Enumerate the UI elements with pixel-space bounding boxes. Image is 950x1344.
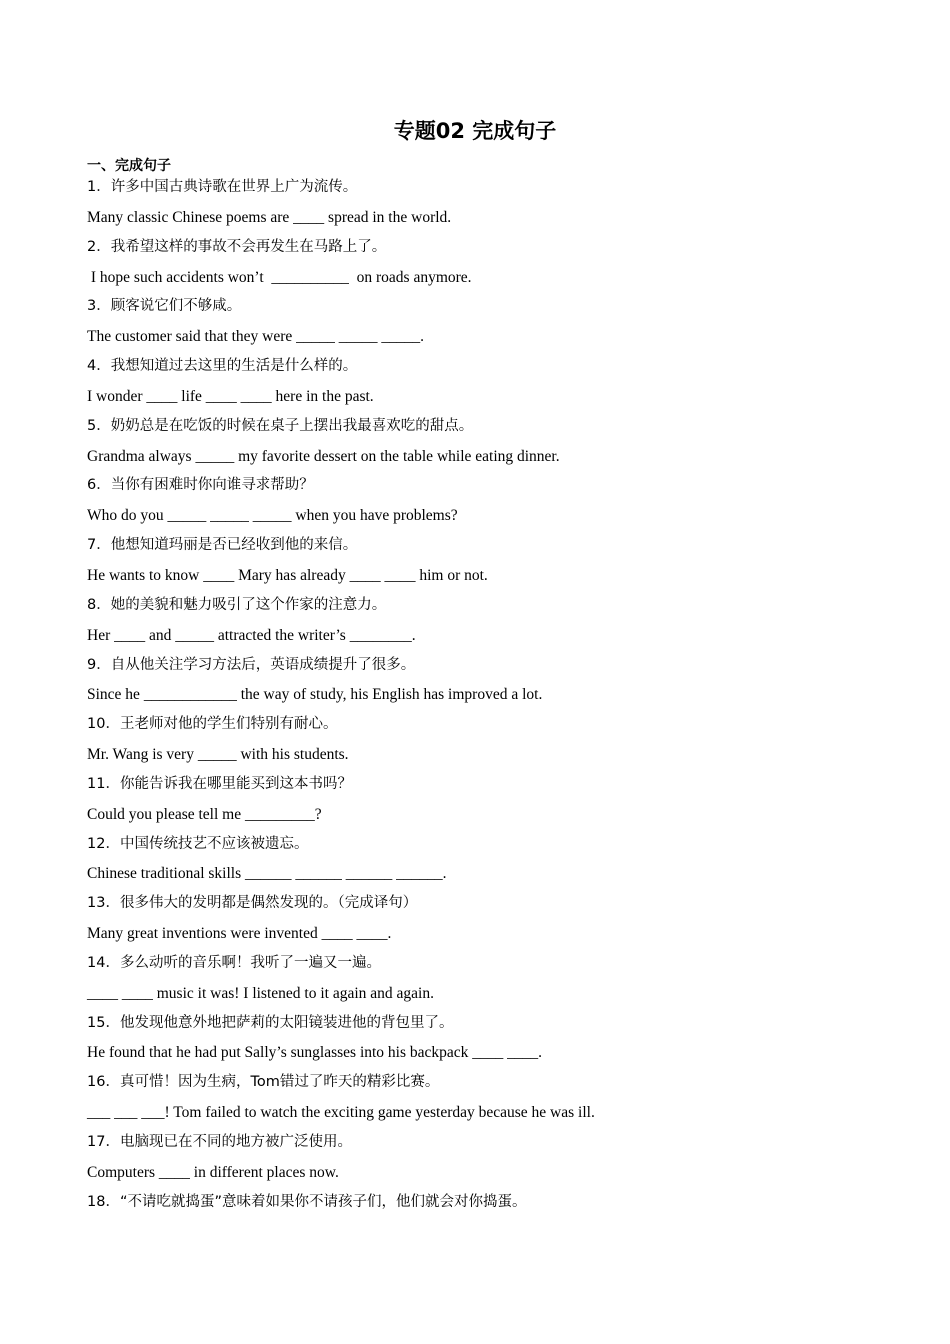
exercise-prompt-chinese: 11．你能告诉我在哪里能买到这本书吗？ [87,775,352,792]
exercise-prompt-chinese: 7．他想知道玛丽是否已经收到他的来信。 [87,537,358,554]
exercise-prompt-chinese: 8．她的美貌和魅力吸引了这个作家的注意力。 [87,596,387,613]
exercise-prompt-chinese: 13．很多伟大的发明都是偶然发现的。（完成译句） [87,895,418,912]
exercise-prompt-chinese: 5．奶奶总是在吃饭的时候在桌子上摆出我最喜欢吃的甜点。 [87,417,474,434]
exercise-list [87,173,887,1218]
exercise-sentence-english: I hope such accidents won’t __________ on roads anymore. [87,268,472,286]
exercise-prompt-chinese: 14．多么动听的音乐啊！我听了一遍又一遍。 [87,954,381,971]
exercise-prompt-chinese: 2．我希望这样的事故不会再发生在马路上了。 [87,238,387,255]
exercise-prompt-chinese: 18．“不请吃就捣蛋”意味着如果你不请孩子们，他们就会对你捣蛋。 [87,1193,527,1210]
exercise-sentence-english: ____ ____ music it was! I listened to it again and again. [87,984,434,1002]
exercise-sentence-english: Mr. Wang is very _____ with his students. [87,746,349,764]
document-title: 专题02 完成句子 [393,119,557,143]
exercise-sentence-english: Grandma always _____ my favorite dessert on the table while eating dinner. [87,447,560,465]
exercise-sentence-english: Could you please tell me _________? [87,805,322,823]
exercise-prompt-chinese: 9．自从他关注学习方法后，英语成绩提升了很多。 [87,656,416,673]
exercise-prompt-chinese: 17．电脑现已在不同的地方被广泛使用。 [87,1134,352,1150]
exercise-prompt-chinese: 15．他发现他意外地把萨莉的太阳镜装进他的背包里了。 [87,1014,454,1031]
exercise-sentence-english: He wants to know ____ Mary has already ____ ____ him or not. [87,566,488,584]
section-heading: 一、完成句子 [87,158,171,174]
exercise-sentence-english: Computers ____ in different places now. [87,1163,339,1181]
exercise-prompt-chinese: 12．中国传统技艺不应该被遗忘。 [87,835,309,852]
exercise-prompt-chinese: 6．当你有困难时你向谁寻求帮助？ [87,477,314,494]
exercise-sentence-english: ___ ___ ___! Tom failed to watch the exciting game yesterday because he was ill. [87,1104,595,1122]
exercise-prompt-chinese: 3．顾客说它们不够咸。 [87,298,242,315]
exercise-prompt-chinese: 16．真可惜！因为生病，Tom错过了昨天的精彩比赛。 [87,1074,440,1091]
exercise-sentence-english: Many classic Chinese poems are ____ spread in the world. [87,208,452,226]
exercise-prompt-chinese: 4．我想知道过去这里的生活是什么样的。 [87,358,358,375]
exercise-sentence-english: I wonder ____ life ____ ____ here in the past. [87,387,374,405]
exercise-prompt-chinese: 10．王老师对他的学生们特别有耐心。 [87,716,338,733]
exercise-sentence-english: Since he ____________ the way of study, his English has improved a lot. [87,686,543,704]
exercise-sentence-english: Her ____ and _____ attracted the writer’s ________. [87,626,416,644]
exercise-sentence-english: The customer said that they were _____ _____ _____. [87,328,425,346]
exercise-sentence-english: Chinese traditional skills ______ ______ ______ ______. [87,865,447,883]
exercise-sentence-english: Many great inventions were invented ____ ____. [87,925,392,943]
exercise-sentence-english: Who do you _____ _____ _____ when you have problems? [87,507,458,525]
exercise-sentence-english: He found that he had put Sally’s sunglasses into his backpack ____ ____. [87,1044,543,1062]
exercise-prompt-chinese: 1．许多中国古典诗歌在世界上广为流传。 [87,179,358,195]
